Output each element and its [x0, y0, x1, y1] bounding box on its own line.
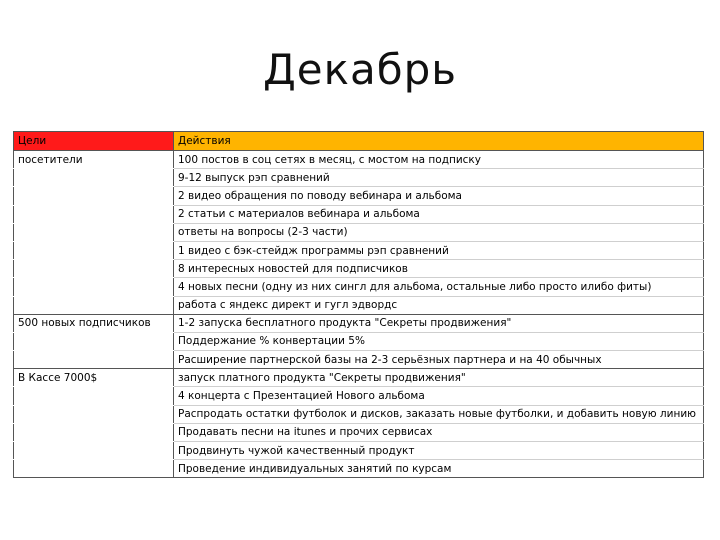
table-row: [14, 169, 704, 187]
goal-cell: [14, 296, 174, 314]
goal-cell: [14, 187, 174, 205]
plan-table: [13, 131, 704, 478]
goal-cell: [14, 260, 174, 278]
action-cell: Распродать остатки футболок и дисков, заказать новые футболки, и добавить новую линию: [174, 405, 704, 423]
action-cell: 100 постов в соц сетях в месяц, с мостом на подписку: [174, 151, 704, 169]
goal-cell: [14, 387, 174, 405]
goal-cell: [14, 241, 174, 259]
action-cell: Расширение партнерской базы на 2-3 серьёзных партнера и на 40 обычных: [174, 351, 704, 369]
goal-cell: [14, 169, 174, 187]
action-cell: 8 интересных новостей для подписчиков: [174, 260, 704, 278]
action-cell: Продавать песни на itunes и прочих сервисах: [174, 423, 704, 441]
goal-cell: посетители: [14, 151, 174, 169]
action-cell: Проведение индивидуальных занятий по курсам: [174, 460, 704, 478]
action-cell: работа с яндекс директ и гугл эдвордс: [174, 296, 704, 314]
goal-cell: [14, 332, 174, 350]
table-row: [14, 241, 704, 259]
goal-cell: [14, 351, 174, 369]
table-row: [14, 332, 704, 350]
table-row: [14, 460, 704, 478]
action-cell: Продвинуть чужой качественный продукт: [174, 442, 704, 460]
goal-cell: [14, 460, 174, 478]
table-row: [14, 423, 704, 441]
goal-cell: [14, 442, 174, 460]
table-row: [14, 151, 704, 169]
goal-cell: [14, 405, 174, 423]
table-row: [14, 187, 704, 205]
table-row: [14, 442, 704, 460]
goal-cell: [14, 423, 174, 441]
table-row: [14, 296, 704, 314]
action-cell: 1-2 запуска бесплатного продукта "Секреты продвижения": [174, 314, 704, 332]
goal-cell: [14, 278, 174, 296]
table-row: [14, 369, 704, 387]
goal-cell: 500 новых подписчиков: [14, 314, 174, 332]
action-cell: Поддержание % конвертации 5%: [174, 332, 704, 350]
table-row: [14, 205, 704, 223]
action-cell: 2 видео обращения по поводу вебинара и альбома: [174, 187, 704, 205]
table-row: [14, 223, 704, 241]
action-cell: 9-12 выпуск рэп сравнений: [174, 169, 704, 187]
action-cell: 1 видео с бэк-стейдж программы рэп сравнений: [174, 241, 704, 259]
table-row: [14, 314, 704, 332]
table-row: [14, 405, 704, 423]
goal-cell: В Кассе 7000$: [14, 369, 174, 387]
table-header-row: [14, 132, 704, 151]
header-goals: Цели: [14, 132, 174, 151]
action-cell: ответы на вопросы (2-3 части): [174, 223, 704, 241]
action-cell: 2 статьи с материалов вебинара и альбома: [174, 205, 704, 223]
table-row: [14, 278, 704, 296]
action-cell: 4 концерта с Презентацией Нового альбома: [174, 387, 704, 405]
table-row: [14, 260, 704, 278]
table-row: [14, 387, 704, 405]
goal-cell: [14, 205, 174, 223]
header-actions: Действия: [174, 132, 704, 151]
slide-title: Декабрь: [262, 45, 458, 94]
action-cell: 4 новых песни (одну из них сингл для альбома, остальные либо просто илибо фиты): [174, 278, 704, 296]
goal-cell: [14, 223, 174, 241]
table-row: [14, 351, 704, 369]
action-cell: запуск платного продукта "Секреты продвижения": [174, 369, 704, 387]
